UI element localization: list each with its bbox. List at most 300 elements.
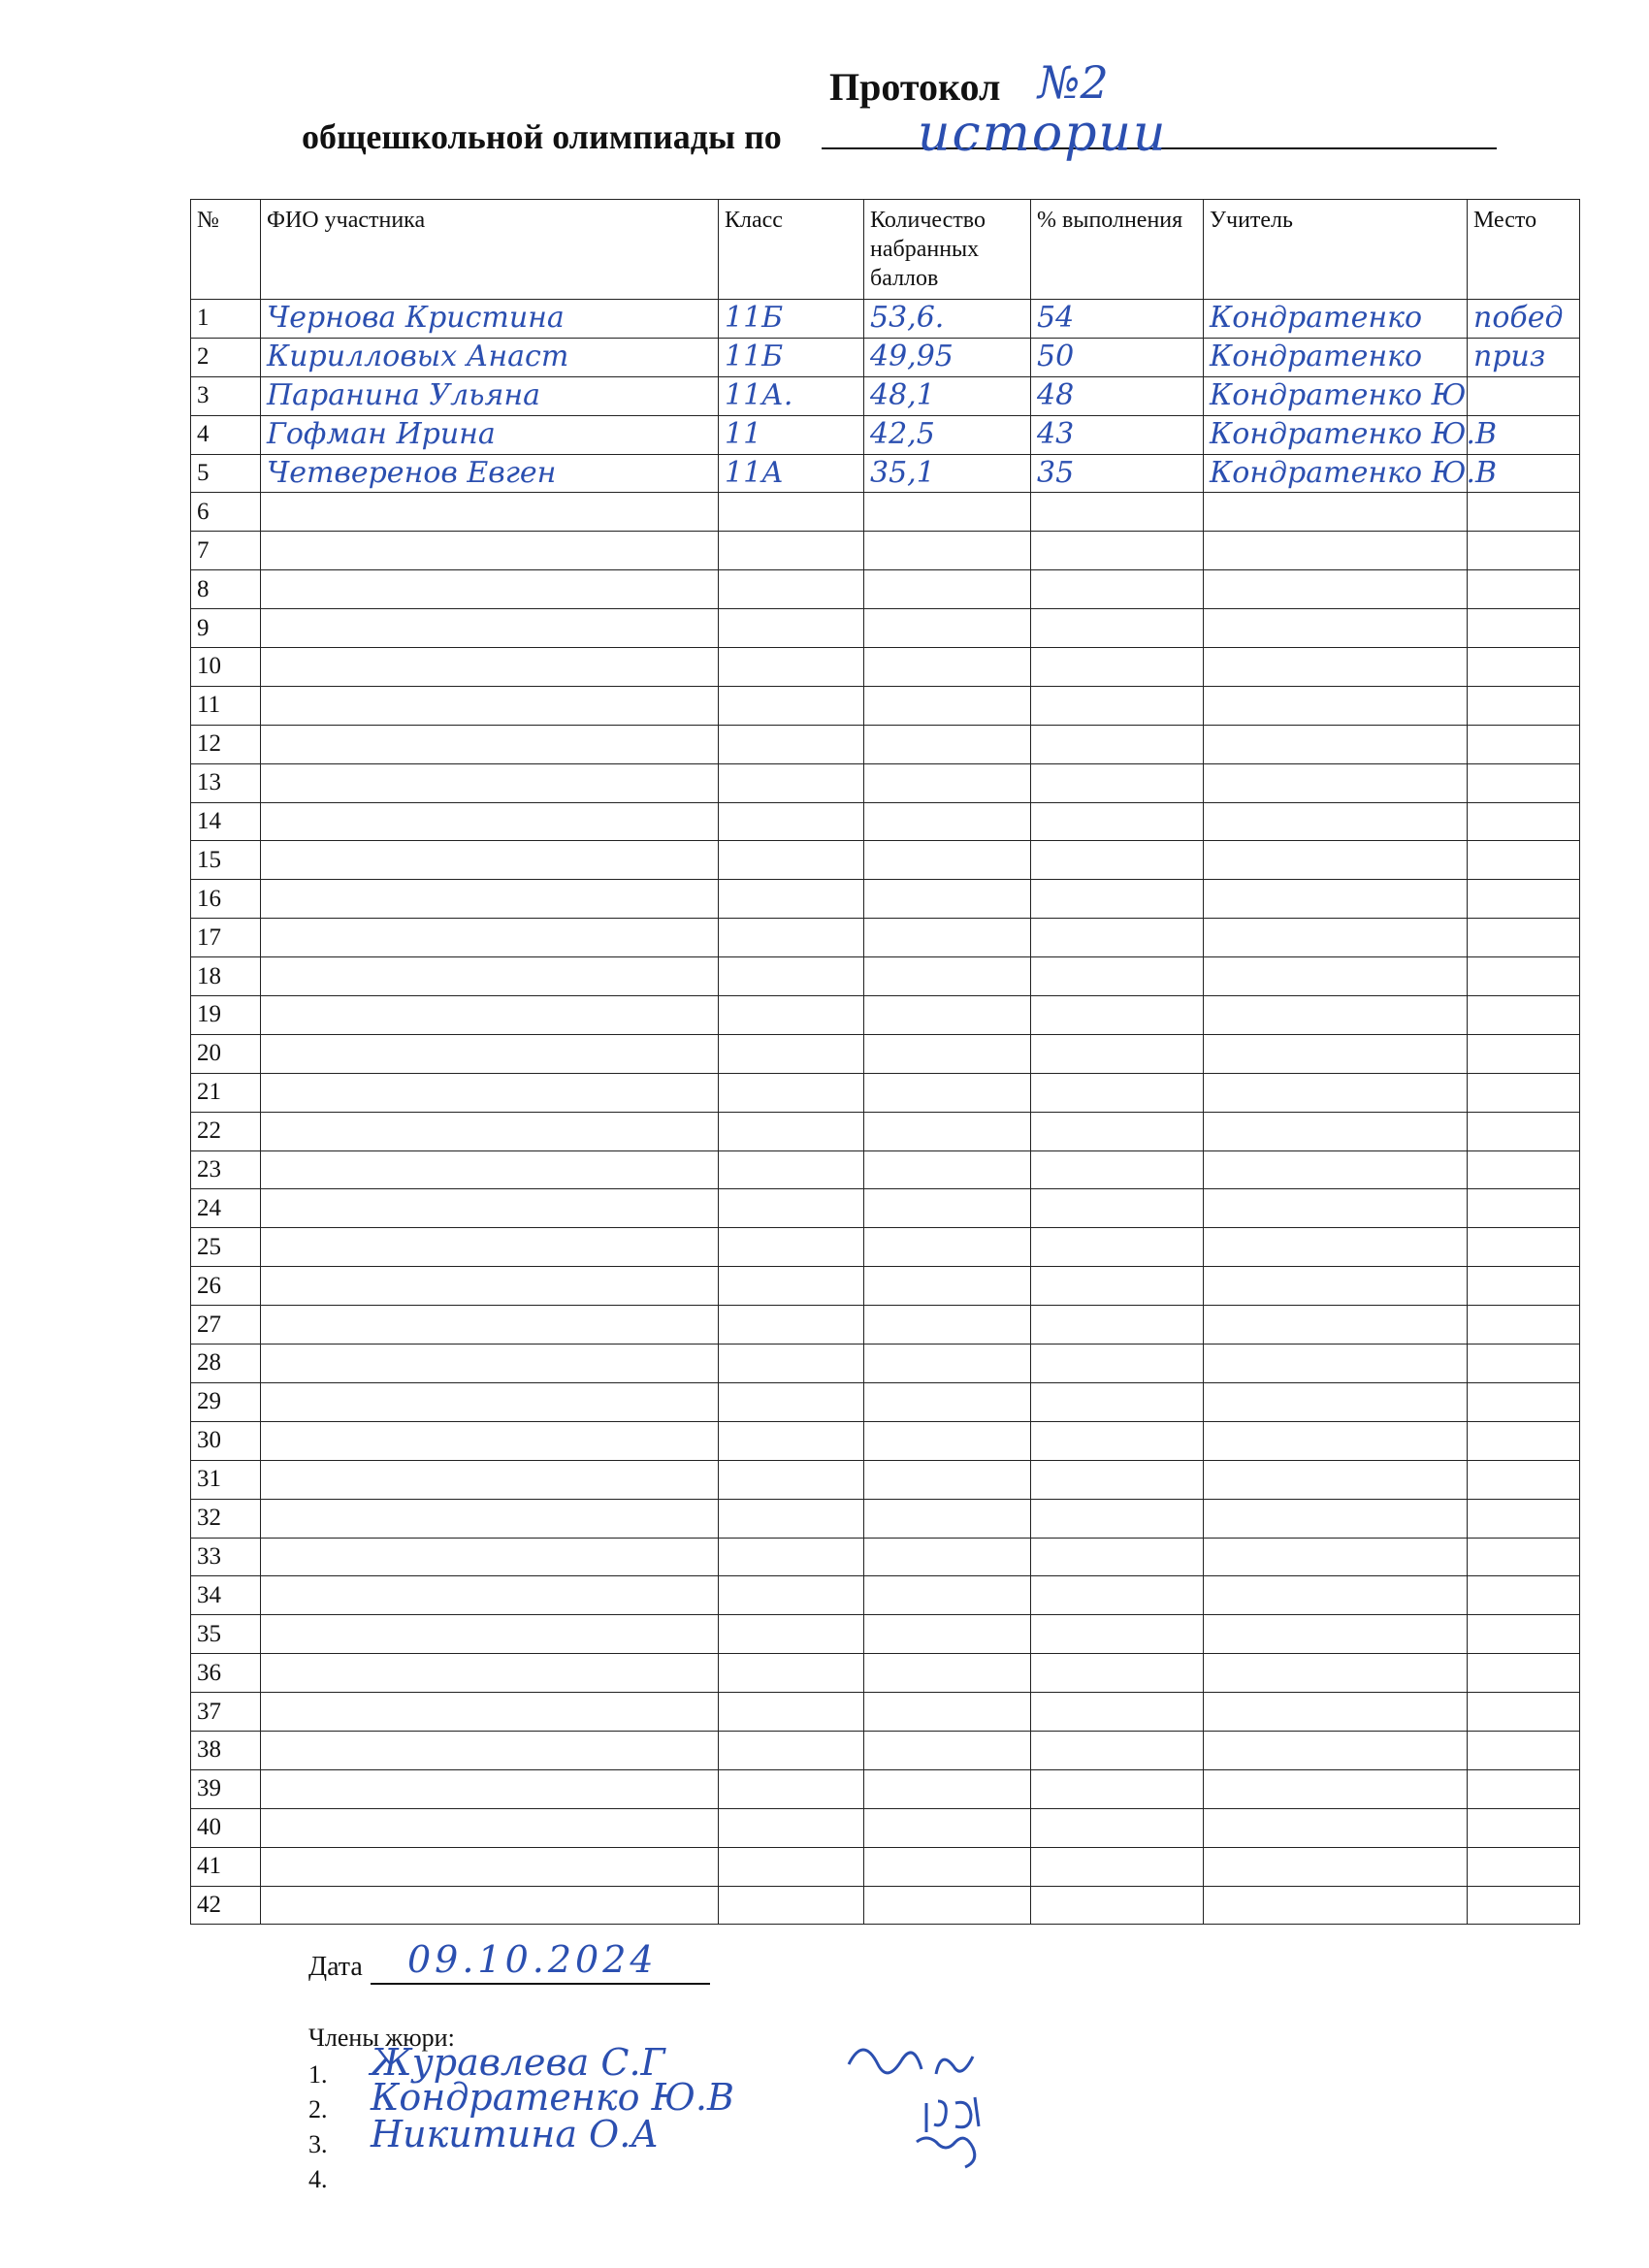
row-number: 34: [191, 1576, 261, 1615]
participant-name: [261, 1808, 719, 1847]
table-row: [191, 1345, 1580, 1383]
participant-name: [261, 1150, 719, 1189]
score-cell: [864, 686, 1031, 725]
percent-cell: 35: [1031, 454, 1204, 493]
score-cell: [864, 802, 1031, 841]
table-row: [191, 1847, 1580, 1886]
teacher-cell: [1204, 1808, 1468, 1847]
participant-name: Кирилловых Анаст: [261, 338, 719, 376]
place-cell: [1468, 493, 1580, 532]
place-cell: [1468, 841, 1580, 880]
table-row: [191, 1267, 1580, 1306]
date-value: 09.10.2024: [407, 1938, 658, 1981]
participant-name: [261, 493, 719, 532]
place-cell: [1468, 1769, 1580, 1808]
participant-name: [261, 686, 719, 725]
row-number: 9: [191, 609, 261, 648]
place-cell: [1468, 957, 1580, 996]
place-cell: [1468, 1615, 1580, 1654]
score-cell: [864, 880, 1031, 919]
score-cell: [864, 1306, 1031, 1345]
row-number: 1: [191, 300, 261, 339]
score-cell: 42,5: [864, 415, 1031, 454]
jury-member-name: Кондратенко Ю.В: [371, 2076, 734, 2119]
percent-cell: [1031, 1693, 1204, 1732]
teacher-cell: [1204, 532, 1468, 570]
percent-cell: [1031, 1499, 1204, 1538]
score-cell: [864, 957, 1031, 996]
row-number: 28: [191, 1345, 261, 1383]
table-row: [191, 996, 1580, 1035]
participant-name: Паранина Ульяна: [261, 376, 719, 415]
class-cell: 11Б: [719, 338, 864, 376]
class-cell: [719, 1421, 864, 1460]
row-number: 30: [191, 1421, 261, 1460]
class-cell: [719, 1693, 864, 1732]
row-number: 17: [191, 919, 261, 957]
participant-name: [261, 919, 719, 957]
percent-cell: [1031, 1034, 1204, 1073]
percent-cell: [1031, 1847, 1204, 1886]
score-cell: [864, 1615, 1031, 1654]
participant-name: Четверенов Евген: [261, 454, 719, 493]
percent-cell: [1031, 1073, 1204, 1112]
place-cell: [1468, 1267, 1580, 1306]
row-number: 31: [191, 1460, 261, 1499]
table-row: [191, 609, 1580, 648]
score-cell: [864, 1228, 1031, 1267]
place-cell: [1468, 725, 1580, 763]
teacher-cell: [1204, 1847, 1468, 1886]
teacher-cell: [1204, 1189, 1468, 1228]
teacher-cell: [1204, 1228, 1468, 1267]
row-number: 12: [191, 725, 261, 763]
row-number: 37: [191, 1693, 261, 1732]
class-cell: [719, 1460, 864, 1499]
row-number: 10: [191, 648, 261, 687]
class-cell: [719, 1267, 864, 1306]
percent-cell: [1031, 1306, 1204, 1345]
teacher-cell: [1204, 919, 1468, 957]
participant-name: [261, 1615, 719, 1654]
class-cell: [719, 1150, 864, 1189]
participant-name: [261, 1382, 719, 1421]
teacher-cell: [1204, 725, 1468, 763]
score-cell: 35,1: [864, 454, 1031, 493]
class-cell: [719, 1228, 864, 1267]
participant-name: [261, 1886, 719, 1925]
table-row: [191, 1886, 1580, 1925]
place-cell: [1468, 1499, 1580, 1538]
teacher-cell: [1204, 1693, 1468, 1732]
class-cell: [719, 1382, 864, 1421]
table-row: [191, 919, 1580, 957]
participant-name: [261, 1306, 719, 1345]
class-cell: [719, 1615, 864, 1654]
row-number: 39: [191, 1769, 261, 1808]
participant-name: [261, 1460, 719, 1499]
class-cell: [719, 609, 864, 648]
class-cell: [719, 1538, 864, 1576]
teacher-cell: [1204, 1499, 1468, 1538]
percent-cell: [1031, 493, 1204, 532]
teacher-cell: Кондратенко Ю.В: [1204, 454, 1468, 493]
place-cell: [1468, 1150, 1580, 1189]
score-cell: [864, 1073, 1031, 1112]
class-cell: [719, 1769, 864, 1808]
percent-cell: [1031, 686, 1204, 725]
class-cell: [719, 725, 864, 763]
score-cell: [864, 725, 1031, 763]
percent-cell: [1031, 763, 1204, 802]
score-cell: [864, 648, 1031, 687]
score-cell: [864, 1654, 1031, 1693]
place-cell: [1468, 532, 1580, 570]
participant-name: [261, 1112, 719, 1150]
teacher-cell: [1204, 1382, 1468, 1421]
score-cell: [864, 570, 1031, 609]
jury-member-name: Никитина О.А: [371, 2113, 660, 2155]
percent-cell: [1031, 1421, 1204, 1460]
score-cell: [864, 1034, 1031, 1073]
percent-cell: [1031, 1189, 1204, 1228]
participant-name: [261, 1538, 719, 1576]
row-number: 6: [191, 493, 261, 532]
teacher-cell: [1204, 1460, 1468, 1499]
teacher-cell: [1204, 686, 1468, 725]
table-row: [191, 1693, 1580, 1732]
class-cell: [719, 493, 864, 532]
percent-cell: 43: [1031, 415, 1204, 454]
participant-name: [261, 1345, 719, 1383]
teacher-cell: [1204, 841, 1468, 880]
jury-member-number: 1.: [308, 2060, 328, 2089]
place-cell: [1468, 1808, 1580, 1847]
subject-field: истории: [918, 105, 1168, 163]
place-cell: [1468, 686, 1580, 725]
table-row: [191, 376, 1580, 415]
participant-name: [261, 725, 719, 763]
score-cell: [864, 996, 1031, 1035]
class-cell: [719, 1112, 864, 1150]
place-cell: [1468, 763, 1580, 802]
table-row: [191, 1654, 1580, 1693]
percent-cell: [1031, 1460, 1204, 1499]
class-cell: [719, 1654, 864, 1693]
class-cell: 11А: [719, 454, 864, 493]
place-cell: [1468, 919, 1580, 957]
jury-member-number: 2.: [308, 2095, 328, 2123]
participant-name: [261, 648, 719, 687]
place-cell: [1468, 1460, 1580, 1499]
score-cell: [864, 1345, 1031, 1383]
row-number: 15: [191, 841, 261, 880]
row-number: 3: [191, 376, 261, 415]
table-row: [191, 802, 1580, 841]
table-row: [191, 1576, 1580, 1615]
place-cell: [1468, 609, 1580, 648]
table-row: [191, 957, 1580, 996]
teacher-cell: [1204, 1769, 1468, 1808]
class-cell: [719, 1731, 864, 1769]
row-number: 32: [191, 1499, 261, 1538]
percent-cell: [1031, 1538, 1204, 1576]
participant-name: Гофман Ирина: [261, 415, 719, 454]
table-row: [191, 1421, 1580, 1460]
class-cell: [719, 957, 864, 996]
percent-cell: [1031, 725, 1204, 763]
percent-cell: [1031, 1731, 1204, 1769]
score-cell: [864, 1538, 1031, 1576]
row-number: 36: [191, 1654, 261, 1693]
participant-name: [261, 1693, 719, 1732]
place-cell: [1468, 802, 1580, 841]
teacher-cell: [1204, 880, 1468, 919]
teacher-cell: [1204, 1538, 1468, 1576]
teacher-cell: Кондратенко: [1204, 300, 1468, 339]
teacher-cell: Кондратенко Ю: [1204, 376, 1468, 415]
place-cell: [1468, 1228, 1580, 1267]
table-header-row: [191, 200, 1580, 300]
percent-cell: [1031, 957, 1204, 996]
row-number: 13: [191, 763, 261, 802]
score-cell: [864, 1693, 1031, 1732]
participant-name: [261, 1576, 719, 1615]
class-cell: [719, 532, 864, 570]
place-cell: [1468, 1731, 1580, 1769]
score-cell: [864, 919, 1031, 957]
row-number: 4: [191, 415, 261, 454]
class-cell: [719, 648, 864, 687]
score-cell: [864, 1189, 1031, 1228]
col-header-name: ФИО участника: [261, 200, 719, 300]
row-number: 24: [191, 1189, 261, 1228]
jury-member-number: 4.: [308, 2165, 328, 2193]
teacher-cell: Кондратенко: [1204, 338, 1468, 376]
row-number: 41: [191, 1847, 261, 1886]
score-cell: [864, 1112, 1031, 1150]
col-header-place: Место: [1468, 200, 1580, 300]
score-cell: [864, 1267, 1031, 1306]
score-cell: 49,95: [864, 338, 1031, 376]
teacher-cell: [1204, 1073, 1468, 1112]
percent-cell: 48: [1031, 376, 1204, 415]
percent-cell: [1031, 1345, 1204, 1383]
teacher-cell: [1204, 1654, 1468, 1693]
col-header-percent: % выполнения: [1031, 200, 1204, 300]
teacher-cell: [1204, 1615, 1468, 1654]
score-cell: [864, 1499, 1031, 1538]
participant-name: [261, 957, 719, 996]
place-cell: [1468, 1073, 1580, 1112]
row-number: 21: [191, 1073, 261, 1112]
participant-name: [261, 1421, 719, 1460]
percent-cell: [1031, 1615, 1204, 1654]
place-cell: [1468, 1034, 1580, 1073]
participant-name: [261, 570, 719, 609]
participant-name: [261, 802, 719, 841]
place-cell: [1468, 1847, 1580, 1886]
teacher-cell: [1204, 1421, 1468, 1460]
row-number: 22: [191, 1112, 261, 1150]
place-cell: [1468, 1576, 1580, 1615]
score-cell: [864, 609, 1031, 648]
participant-name: [261, 532, 719, 570]
place-cell: [1468, 1421, 1580, 1460]
col-header-teacher: Учитель: [1204, 200, 1468, 300]
class-cell: [719, 919, 864, 957]
teacher-cell: [1204, 648, 1468, 687]
place-cell: [1468, 1886, 1580, 1925]
class-cell: [719, 1499, 864, 1538]
place-cell: [1468, 1345, 1580, 1383]
place-cell: [1468, 1382, 1580, 1421]
class-cell: [719, 1306, 864, 1345]
place-cell: [1468, 1538, 1580, 1576]
class-cell: [719, 841, 864, 880]
class-cell: [719, 1034, 864, 1073]
participant-name: Чернова Кристина: [261, 300, 719, 339]
participant-name: [261, 1731, 719, 1769]
score-cell: [864, 1576, 1031, 1615]
row-number: 33: [191, 1538, 261, 1576]
score-cell: [864, 1886, 1031, 1925]
table-row: [191, 1150, 1580, 1189]
jury-signatures: [829, 2025, 1052, 2181]
class-cell: [719, 880, 864, 919]
teacher-cell: [1204, 493, 1468, 532]
table-row: [191, 1112, 1580, 1150]
col-header-score: Количество набранных баллов: [864, 200, 1031, 300]
place-cell: [1468, 1693, 1580, 1732]
table-row: [191, 1731, 1580, 1769]
table-row: [191, 1460, 1580, 1499]
participant-name: [261, 1267, 719, 1306]
percent-cell: [1031, 1228, 1204, 1267]
teacher-cell: [1204, 1886, 1468, 1925]
participant-name: [261, 996, 719, 1035]
table-row: [191, 1189, 1580, 1228]
jury-member-number: 3.: [308, 2130, 328, 2158]
class-cell: [719, 1345, 864, 1383]
date-underline: [371, 1983, 710, 1985]
participant-name: [261, 1034, 719, 1073]
table-row: [191, 338, 1580, 376]
teacher-cell: [1204, 1731, 1468, 1769]
table-row: [191, 1073, 1580, 1112]
row-number: 27: [191, 1306, 261, 1345]
col-header-number: №: [191, 200, 261, 300]
class-cell: 11Б: [719, 300, 864, 339]
percent-cell: [1031, 1654, 1204, 1693]
teacher-cell: [1204, 996, 1468, 1035]
date-label: Дата: [308, 1952, 363, 1982]
place-cell: [1468, 376, 1580, 415]
table-row: [191, 725, 1580, 763]
table-row: [191, 532, 1580, 570]
teacher-cell: [1204, 763, 1468, 802]
table-row: [191, 1228, 1580, 1267]
place-cell: [1468, 648, 1580, 687]
place-cell: [1468, 1654, 1580, 1693]
score-cell: [864, 493, 1031, 532]
row-number: 19: [191, 996, 261, 1035]
row-number: 7: [191, 532, 261, 570]
class-cell: 11: [719, 415, 864, 454]
place-cell: [1468, 570, 1580, 609]
page-subtitle: общешкольной олимпиады по: [302, 117, 782, 156]
percent-cell: 54: [1031, 300, 1204, 339]
table-row: [191, 880, 1580, 919]
class-cell: [719, 1073, 864, 1112]
teacher-cell: [1204, 609, 1468, 648]
percent-cell: [1031, 1808, 1204, 1847]
teacher-cell: [1204, 1306, 1468, 1345]
teacher-cell: [1204, 1034, 1468, 1073]
score-cell: [864, 1421, 1031, 1460]
page-title: Протокол: [829, 65, 1001, 109]
table-row: [191, 1615, 1580, 1654]
class-cell: [719, 1576, 864, 1615]
score-cell: 48,1: [864, 376, 1031, 415]
teacher-cell: [1204, 570, 1468, 609]
row-number: 23: [191, 1150, 261, 1189]
table-row: [191, 648, 1580, 687]
table-row: [191, 1808, 1580, 1847]
place-cell: приз: [1468, 338, 1580, 376]
teacher-cell: [1204, 1150, 1468, 1189]
score-cell: [864, 532, 1031, 570]
teacher-cell: [1204, 1576, 1468, 1615]
percent-cell: [1031, 1382, 1204, 1421]
table-row: [191, 1538, 1580, 1576]
place-cell: побед: [1468, 300, 1580, 339]
class-cell: [719, 686, 864, 725]
place-cell: [1468, 1306, 1580, 1345]
row-number: 29: [191, 1382, 261, 1421]
percent-cell: [1031, 1150, 1204, 1189]
teacher-cell: [1204, 1112, 1468, 1150]
percent-cell: [1031, 1769, 1204, 1808]
table-row: [191, 415, 1580, 454]
score-cell: [864, 1460, 1031, 1499]
row-number: 16: [191, 880, 261, 919]
participant-name: [261, 1228, 719, 1267]
protocol-number: №2: [1038, 56, 1109, 109]
table-row: [191, 300, 1580, 339]
score-cell: [864, 1808, 1031, 1847]
participant-name: [261, 609, 719, 648]
participant-name: [261, 1499, 719, 1538]
score-cell: [864, 1769, 1031, 1808]
row-number: 2: [191, 338, 261, 376]
row-number: 14: [191, 802, 261, 841]
participant-name: [261, 1654, 719, 1693]
place-cell: [1468, 1112, 1580, 1150]
jury-member-name: Журавлева С.Г: [371, 2041, 665, 2084]
jury-label: Члены жюри:: [308, 2024, 455, 2052]
participant-name: [261, 880, 719, 919]
row-number: 38: [191, 1731, 261, 1769]
class-cell: [719, 996, 864, 1035]
teacher-cell: [1204, 802, 1468, 841]
table-row: [191, 1306, 1580, 1345]
score-cell: 53,6.: [864, 300, 1031, 339]
percent-cell: [1031, 919, 1204, 957]
row-number: 5: [191, 454, 261, 493]
class-cell: [719, 802, 864, 841]
row-number: 35: [191, 1615, 261, 1654]
